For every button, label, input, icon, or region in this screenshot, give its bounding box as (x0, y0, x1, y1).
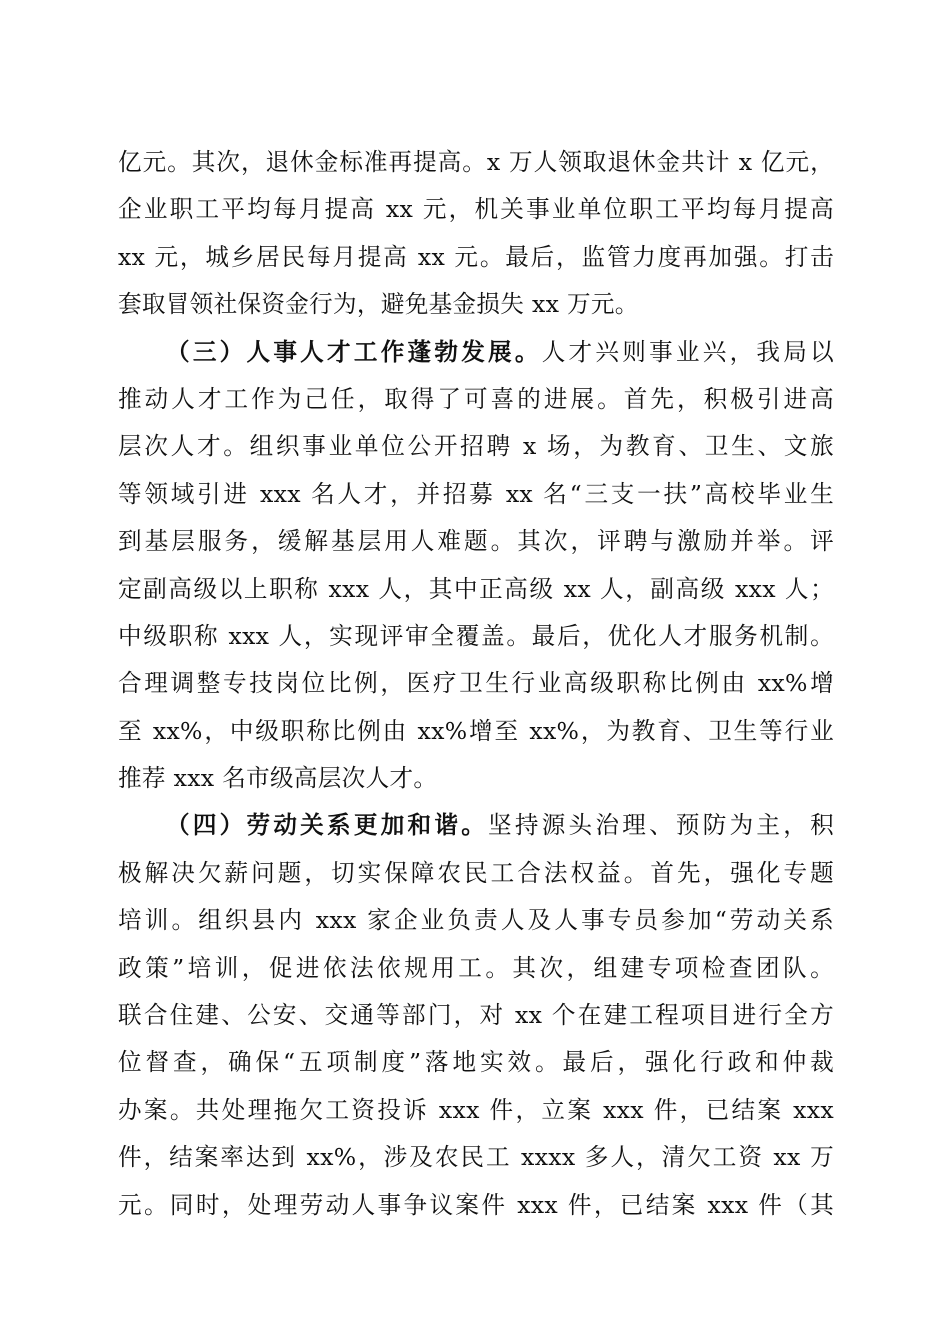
text-line: xx 元，城乡居民每月提高 xx 元。最后，监管力度再加强。打击 (118, 242, 834, 271)
text-line: 企业职工平均每月提高 xx 元，机关事业单位职工平均每月提高 (118, 195, 834, 224)
text-line: 等领域引进 xxx 名人才，并招募 xx 名“三支一扶”高校毕业生 (118, 479, 834, 508)
text-line (118, 802, 834, 849)
text-line: 培训。组织县内 xxx 家企业负责人及人事专员参加“劳动关系 (118, 906, 834, 935)
text-line: 套取冒领社保资金行为，避免基金损失 xx 万元。 (118, 290, 639, 319)
text-span: 人才兴则事业兴，我局以 (541, 337, 834, 366)
text-line: 层次人才。组织事业单位公开招聘 x 场，为教育、卫生、文旅 (118, 432, 834, 461)
text-line (118, 329, 834, 376)
section-heading-labor: （四）劳动关系更加和谐。 (166, 811, 489, 840)
text-line: 中级职称 xxx 人，实现评审全覆盖。最后，优化人才服务机制。 (118, 621, 834, 650)
text-line: 政策”培训，促进依法依规用工。其次，组建专项检查团队。 (118, 953, 834, 982)
text-line: 到基层服务，缓解基层用人难题。其次，评聘与激励并举。评 (118, 527, 834, 556)
text-line: 推动人才工作为己任，取得了可喜的进展。首先，积极引进高 (118, 384, 834, 413)
text-line: 元。同时，处理劳动人事争议案件 xxx 件，已结案 xxx 件（其 (118, 1190, 834, 1219)
paragraph-pension (118, 139, 834, 329)
text-line: 推荐 xxx 名市级高层次人才。 (118, 764, 438, 793)
text-line: 位督查，确保“五项制度”落地实效。最后，强化行政和仲裁 (118, 1048, 834, 1077)
text-line: 极解决欠薪问题，切实保障农民工合法权益。首先，强化专题 (118, 858, 834, 887)
text-line: 联合住建、公安、交通等部门，对 xx 个在建工程项目进行全方 (118, 1001, 834, 1030)
text-line: 办案。共处理拖欠工资投诉 xxx 件，立案 xxx 件，已结案 xxx (118, 1095, 834, 1124)
paragraph-talent (118, 329, 834, 803)
document-body (118, 139, 834, 1229)
paragraph-labor (118, 802, 834, 1229)
text-span: 坚持源头治理、预防为主，积 (488, 811, 834, 840)
text-line: 合理调整专技岗位比例，医疗卫生行业高级职称比例由 xx%增 (118, 669, 834, 698)
text-line: 亿元。其次，退休金标准再提高。x 万人领取退休金共计 x 亿元， (118, 148, 834, 176)
text-line: 件，结案率达到 xx%，涉及农民工 xxxx 多人，清欠工资 xx 万 (118, 1143, 834, 1172)
text-line: 定副高级以上职称 xxx 人，其中正高级 xx 人，副高级 xxx 人； (118, 574, 834, 603)
text-line: 至 xx%，中级职称比例由 xx%增至 xx%，为教育、卫生等行业 (118, 716, 834, 745)
section-heading-talent: （三）人事人才工作蓬勃发展。 (166, 337, 542, 366)
